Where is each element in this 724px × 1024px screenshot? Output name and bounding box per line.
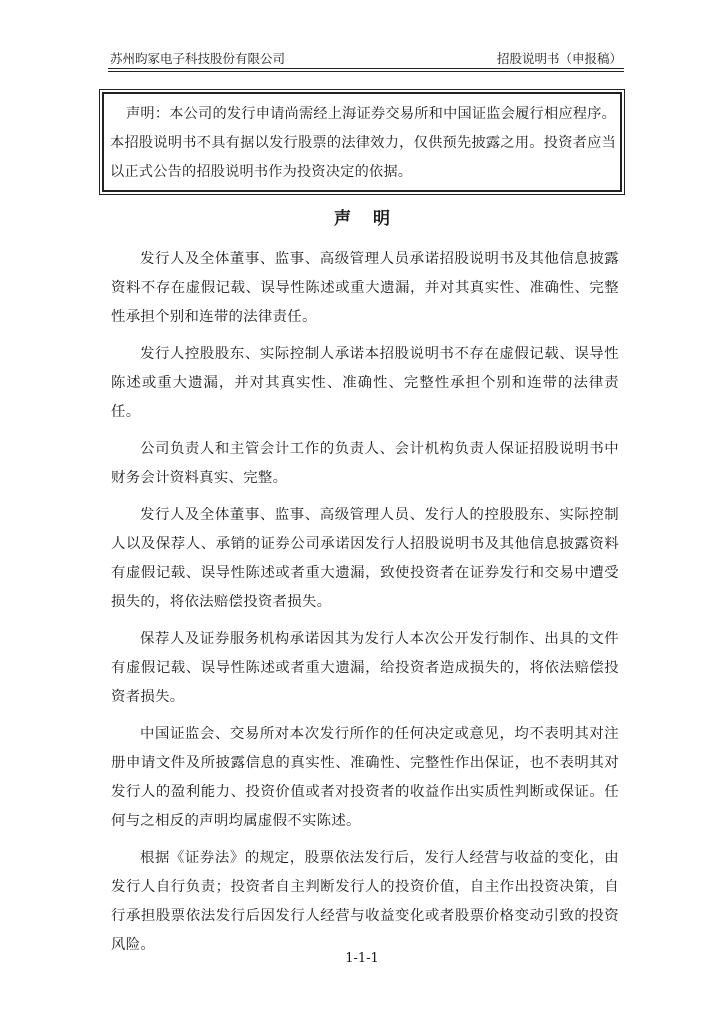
- paragraph-regulator-disclaimer: 中国证监会、交易所对本次发行所作的任何决定或意见，均不表明其对注册申请文件及所披露信息的真实性、准确性、完整性作出保证，也不表明其对发行人的盈利能力、投资价值或者对投资者的收益作出实质性判断或保证。任何与之相反的声明均属虚假不实陈述。: [111, 726, 619, 829]
- header-rule-thin: [108, 71, 624, 72]
- paragraph-controller-commitment: 发行人控股股东、实际控制人承诺本招股说明书不存在虚假记载、误导性陈述或重大遗漏，并对其真实性、准确性、完整性承担个别和连带的法律责任。: [111, 346, 619, 420]
- paragraph-issuer-commitment: 发行人及全体董事、监事、高级管理人员承诺招股说明书及其他信息披露资料不存在虚假记载、误导性陈述或重大遗漏，并对其真实性、准确性、完整性承担个别和连带的法律责任。: [111, 251, 619, 325]
- notice-box: [99, 89, 625, 195]
- paragraph-investment-risk: 根据《证券法》的规定，股票依法发行后，发行人经营与收益的变化，由发行人自行负责；投资者自主判断发行人的投资价值，自主作出投资决策，自行承担股票依法发行后因发行人经营与收益变化或者股票价格变动引致的投资风险。: [111, 850, 619, 953]
- paragraph-compensation-commitment: 发行人及全体董事、监事、高级管理人员、发行人的控股股东、实际控制人以及保荐人、承销的证券公司承诺因发行人招股说明书及其他信息披露资料有虚假记载、误导性陈述或者重大遗漏，致使投资者在证券发行和交易中遭受损失的，将依法赔偿投资者损失。: [111, 507, 619, 610]
- notice-text: 声明：本公司的发行申请尚需经上海证券交易所和中国证监会履行相应程序。本招股说明书不具有据以发行股票的法律效力，仅供预先披露之用。投资者应当以正式公告的招股说明书作为投资决定的依据。: [102, 92, 622, 192]
- header-document-title: 招股说明书（申报稿）: [496, 51, 622, 66]
- page-number: 1-1-1: [345, 951, 379, 966]
- paragraph-accounting-guarantee: 公司负责人和主管会计工作的负责人、会计机构负责人保证招股说明书中财务会计资料真实、完整。: [111, 441, 619, 486]
- header-company-name: 苏州昀冢电子科技股份有限公司: [110, 51, 286, 66]
- section-title: 声明: [334, 209, 412, 229]
- header-rule-thick: [108, 68, 624, 69]
- paragraph-sponsor-commitment: 保荐人及证券服务机构承诺因其为发行人本次公开发行制作、出具的文件有虚假记载、误导性陈述或者重大遗漏，给投资者造成损失的，将依法赔偿投资者损失。: [111, 631, 619, 705]
- declaration-body: [111, 245, 619, 968]
